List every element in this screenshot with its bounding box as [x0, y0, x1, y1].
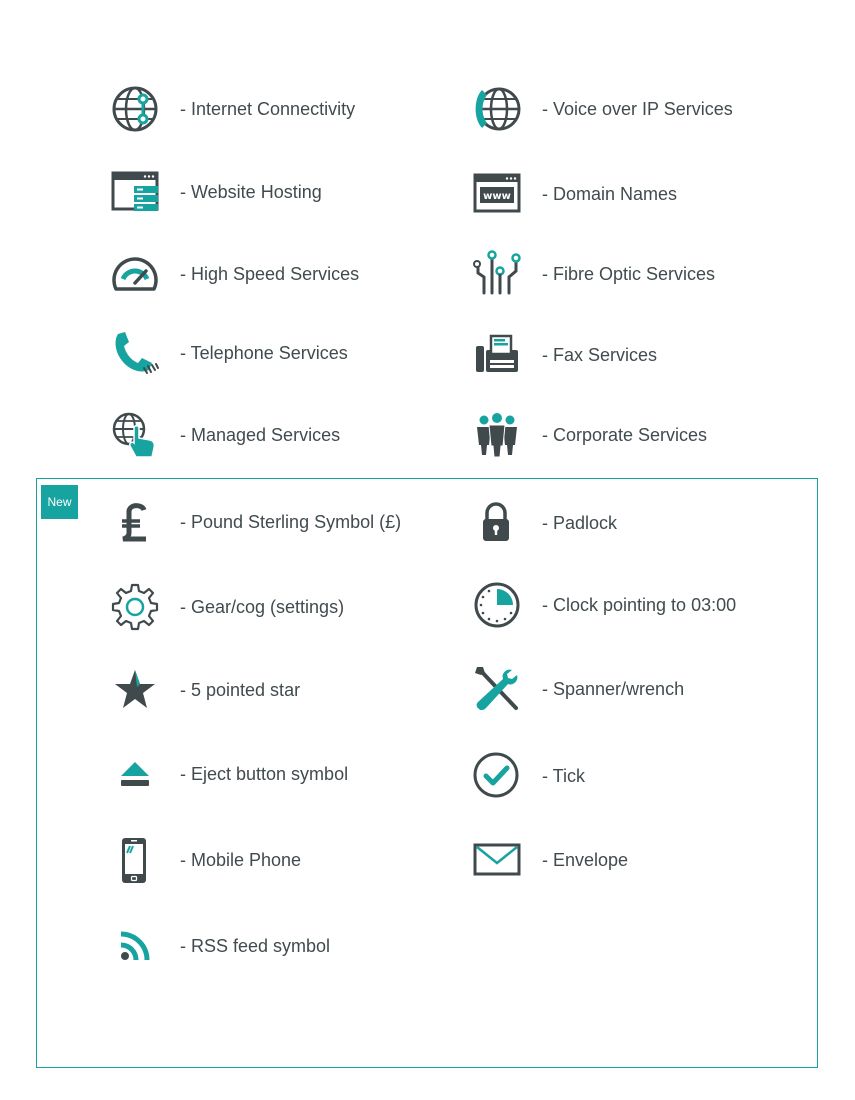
mobile-phone-icon [110, 835, 160, 885]
service-item-website-hosting [110, 167, 450, 217]
voip-globe-icon [472, 84, 522, 134]
fax-machine-icon [472, 330, 522, 380]
new-item-label: - Spanner/wrench [542, 679, 685, 699]
star-icon [110, 665, 160, 715]
envelope-icon [472, 835, 522, 885]
new-item-spanner [472, 664, 812, 714]
new-item-label: - Clock pointing to 03:00 [542, 595, 737, 615]
new-item-eject [110, 749, 450, 799]
telephone-icon [110, 328, 160, 378]
new-item-label: - 5 pointed star [180, 680, 301, 700]
service-label: - Domain Names [542, 184, 678, 204]
new-item-padlock [472, 498, 812, 548]
corporate-people-icon [472, 410, 522, 460]
new-item-label: - Eject button symbol [180, 764, 349, 784]
new-item-tick [472, 751, 812, 801]
service-item-domain-names [472, 169, 812, 219]
service-label: - Telephone Services [180, 343, 348, 363]
new-item-mobile-phone [110, 835, 450, 885]
service-label: - Fax Services [542, 345, 658, 365]
new-item-star [110, 665, 450, 715]
service-item-managed [110, 410, 450, 460]
new-item-gear [110, 582, 450, 632]
www-window-icon [472, 169, 522, 219]
fibre-optic-icon [472, 249, 522, 299]
service-item-corporate [472, 410, 812, 460]
new-item-label: - RSS feed symbol [180, 936, 331, 956]
new-item-label: - Envelope [542, 850, 629, 870]
svg-text:www: www [483, 191, 511, 202]
new-item-label: - Gear/cog (settings) [180, 597, 345, 617]
new-badge: New [41, 485, 78, 519]
service-label: - High Speed Services [180, 264, 360, 284]
service-item-voip [472, 84, 812, 134]
service-label: - Internet Connectivity [180, 99, 356, 119]
new-item-label: - Padlock [542, 513, 618, 533]
new-item-rss [110, 921, 450, 971]
service-item-high-speed [110, 249, 450, 299]
service-label: - Website Hosting [180, 182, 322, 202]
speedometer-icon [110, 249, 160, 299]
new-item-label: - Mobile Phone [180, 850, 302, 870]
new-item-pound-sterling [110, 497, 450, 547]
globe-network-icon [110, 84, 160, 134]
spanner-screwdriver-icon [472, 664, 522, 714]
rss-feed-icon [110, 921, 160, 971]
new-item-clock [472, 580, 812, 630]
new-item-label: - Tick [542, 766, 585, 786]
new-item-label: - Pound Sterling Symbol (£) [180, 512, 402, 532]
pound-sterling-icon [110, 497, 160, 547]
managed-globe-hand-icon [110, 410, 160, 460]
clock-icon [472, 580, 522, 630]
service-item-internet-connectivity [110, 84, 450, 134]
service-item-fax [472, 330, 812, 380]
eject-icon [110, 749, 160, 799]
service-label: - Voice over IP Services [542, 99, 733, 119]
service-item-telephone [110, 328, 450, 378]
service-item-fibre-optic [472, 249, 812, 299]
service-label: - Fibre Optic Services [542, 264, 716, 284]
tick-icon [472, 751, 522, 801]
service-label: - Corporate Services [542, 425, 708, 445]
new-item-envelope [472, 835, 812, 885]
padlock-icon [472, 498, 522, 548]
gear-icon [110, 582, 160, 632]
web-hosting-icon [110, 167, 160, 217]
service-label: - Managed Services [180, 425, 341, 445]
